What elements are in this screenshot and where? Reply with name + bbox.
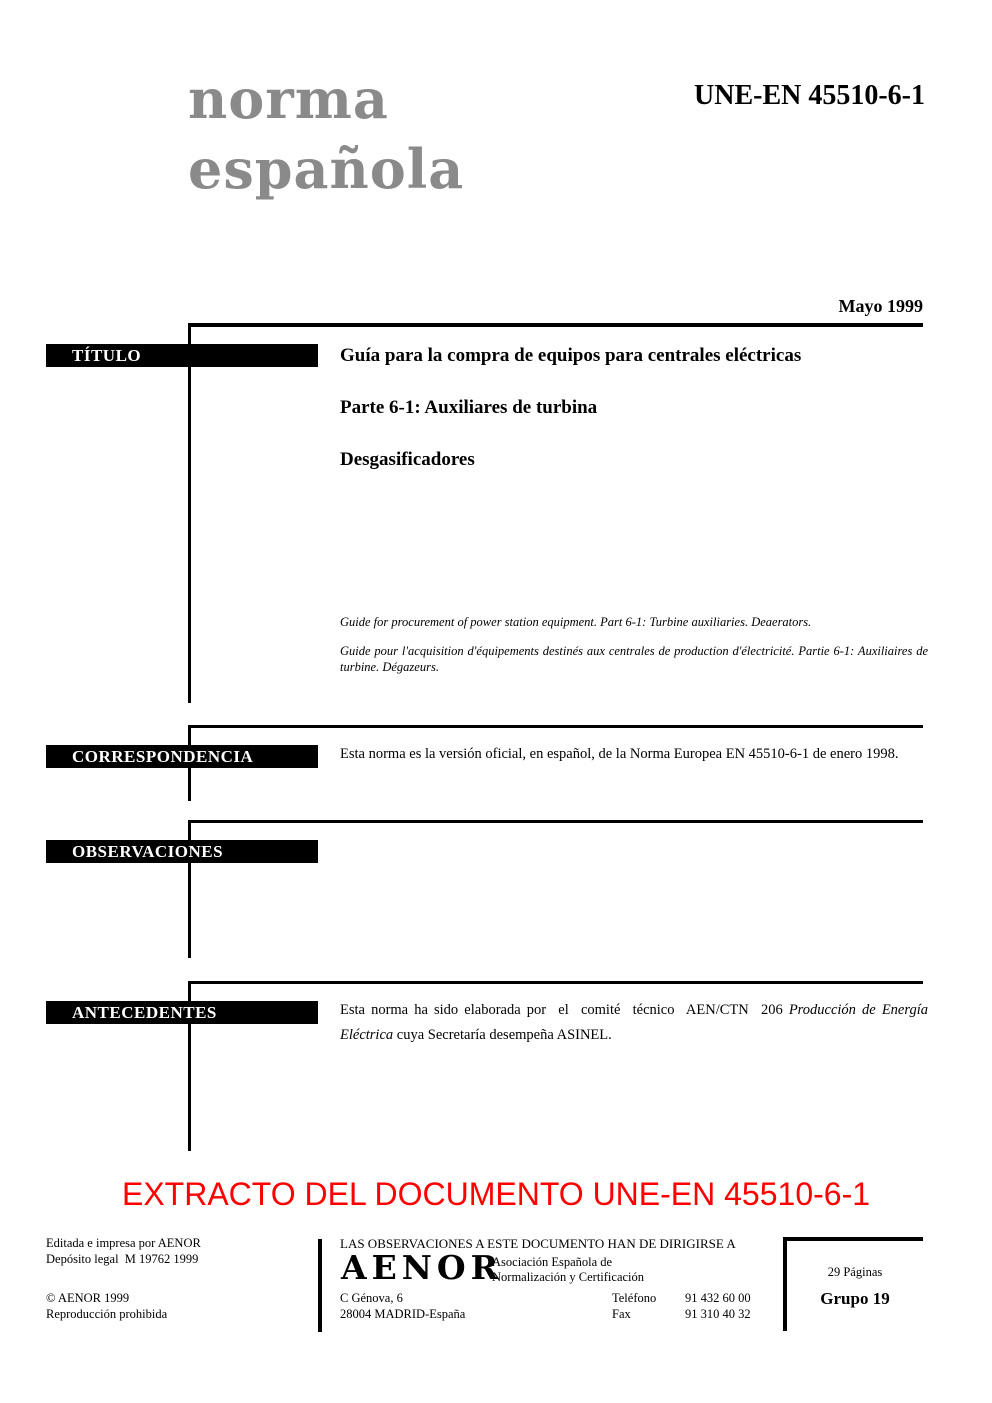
publication-date: Mayo 1999 [838,296,923,316]
title-english-translation: Guide for procurement of power station equipment. Part 6-1: Turbine auxiliaries. Deaerators. [340,615,812,629]
observaciones-label: OBSERVACIONES [72,842,224,861]
group-number: Grupo 19 [820,1289,890,1308]
observaciones-top-rule [189,820,923,823]
logo-line-2: española [188,137,465,201]
contact-numbers-block [685,1290,751,1322]
extract-notice: EXTRACTO DEL DOCUMENTO UNE-EN 45510-6-1 [121,1176,871,1212]
phone-number: 91 432 60 00 [685,1291,751,1305]
footer-legal-deposit: Depósito legal M 19762 1999 [46,1252,199,1266]
footer-copyright: © AENOR 1999 [46,1291,130,1305]
phone-label: Teléfono [612,1291,657,1305]
pages-group-box [783,1237,923,1331]
page-count: 29 Páginas [827,1265,883,1279]
correspondencia-label: CORRESPONDENCIA [72,747,254,766]
titulo-top-rule [189,323,923,327]
titulo-label: TÍTULO [72,346,142,365]
antecedentes-text [340,998,932,1048]
title-french-translation: Guide pour l'acquisition d'équipements destinés aux centrales de production d'électricité. Partie 6-1: Auxiliaires de turbine. Dégazeurs. [340,644,928,674]
antecedentes-text-before: Esta norma ha sido elaborada por el comité técnico AEN/CTN 206 [340,1002,789,1018]
aenor-wordmark: AENOR [341,1248,504,1287]
footer-publisher-block [46,1235,201,1267]
footer-reproduction: Reproducción prohibida [46,1307,168,1321]
fax-number: 91 310 40 32 [685,1307,751,1321]
footer-divider-rule [318,1239,322,1332]
aenor-city: 28004 MADRID-España [340,1307,466,1321]
norma-espanola-logo [188,64,464,204]
correspondencia-top-rule [189,725,923,728]
titulo-label-bar [46,344,318,367]
title-line-1: Guía para la compra de equipos para centrales eléctricas [340,345,802,366]
contact-labels-block [612,1290,656,1322]
title-line-2: Parte 6-1: Auxiliares de turbina [340,397,598,418]
footer-published-by: Editada e impresa por AENOR [46,1236,201,1250]
correspondencia-text: Esta norma es la versión oficial, en español, de la Norma Europea EN 45510-6-1 de enero 1998. [340,746,899,762]
correspondencia-label-bar [46,745,318,768]
antecedentes-text-after: cuya Secretaría desempeña ASINEL. [393,1027,612,1043]
antecedentes-label: ANTECEDENTES [72,1003,217,1022]
antecedentes-label-bar [46,1001,318,1024]
titulo-vertical-rule [188,323,191,703]
title-line-3: Desgasificadores [340,449,475,470]
observaciones-label-bar [46,840,318,863]
logo-line-1: norma [188,67,389,131]
aenor-address-block [340,1290,465,1322]
aenor-street: C Génova, 6 [340,1291,403,1305]
footer-observations-notice: LAS OBSERVACIONES A ESTE DOCUMENTO HAN DE DIRIGIRSE A [340,1236,736,1251]
aenor-org-name [492,1255,644,1285]
antecedentes-top-rule [189,981,923,984]
footer-copyright-block [46,1290,167,1322]
fax-label: Fax [612,1307,631,1321]
antecedentes-text-italic: Producción de Energía Eléctrica [340,1002,932,1043]
aenor-org-line-1: Asociación Española de [492,1255,613,1269]
document-number: UNE-EN 45510-6-1 [694,80,925,111]
aenor-org-line-2: Normalización y Certificación [492,1270,645,1284]
